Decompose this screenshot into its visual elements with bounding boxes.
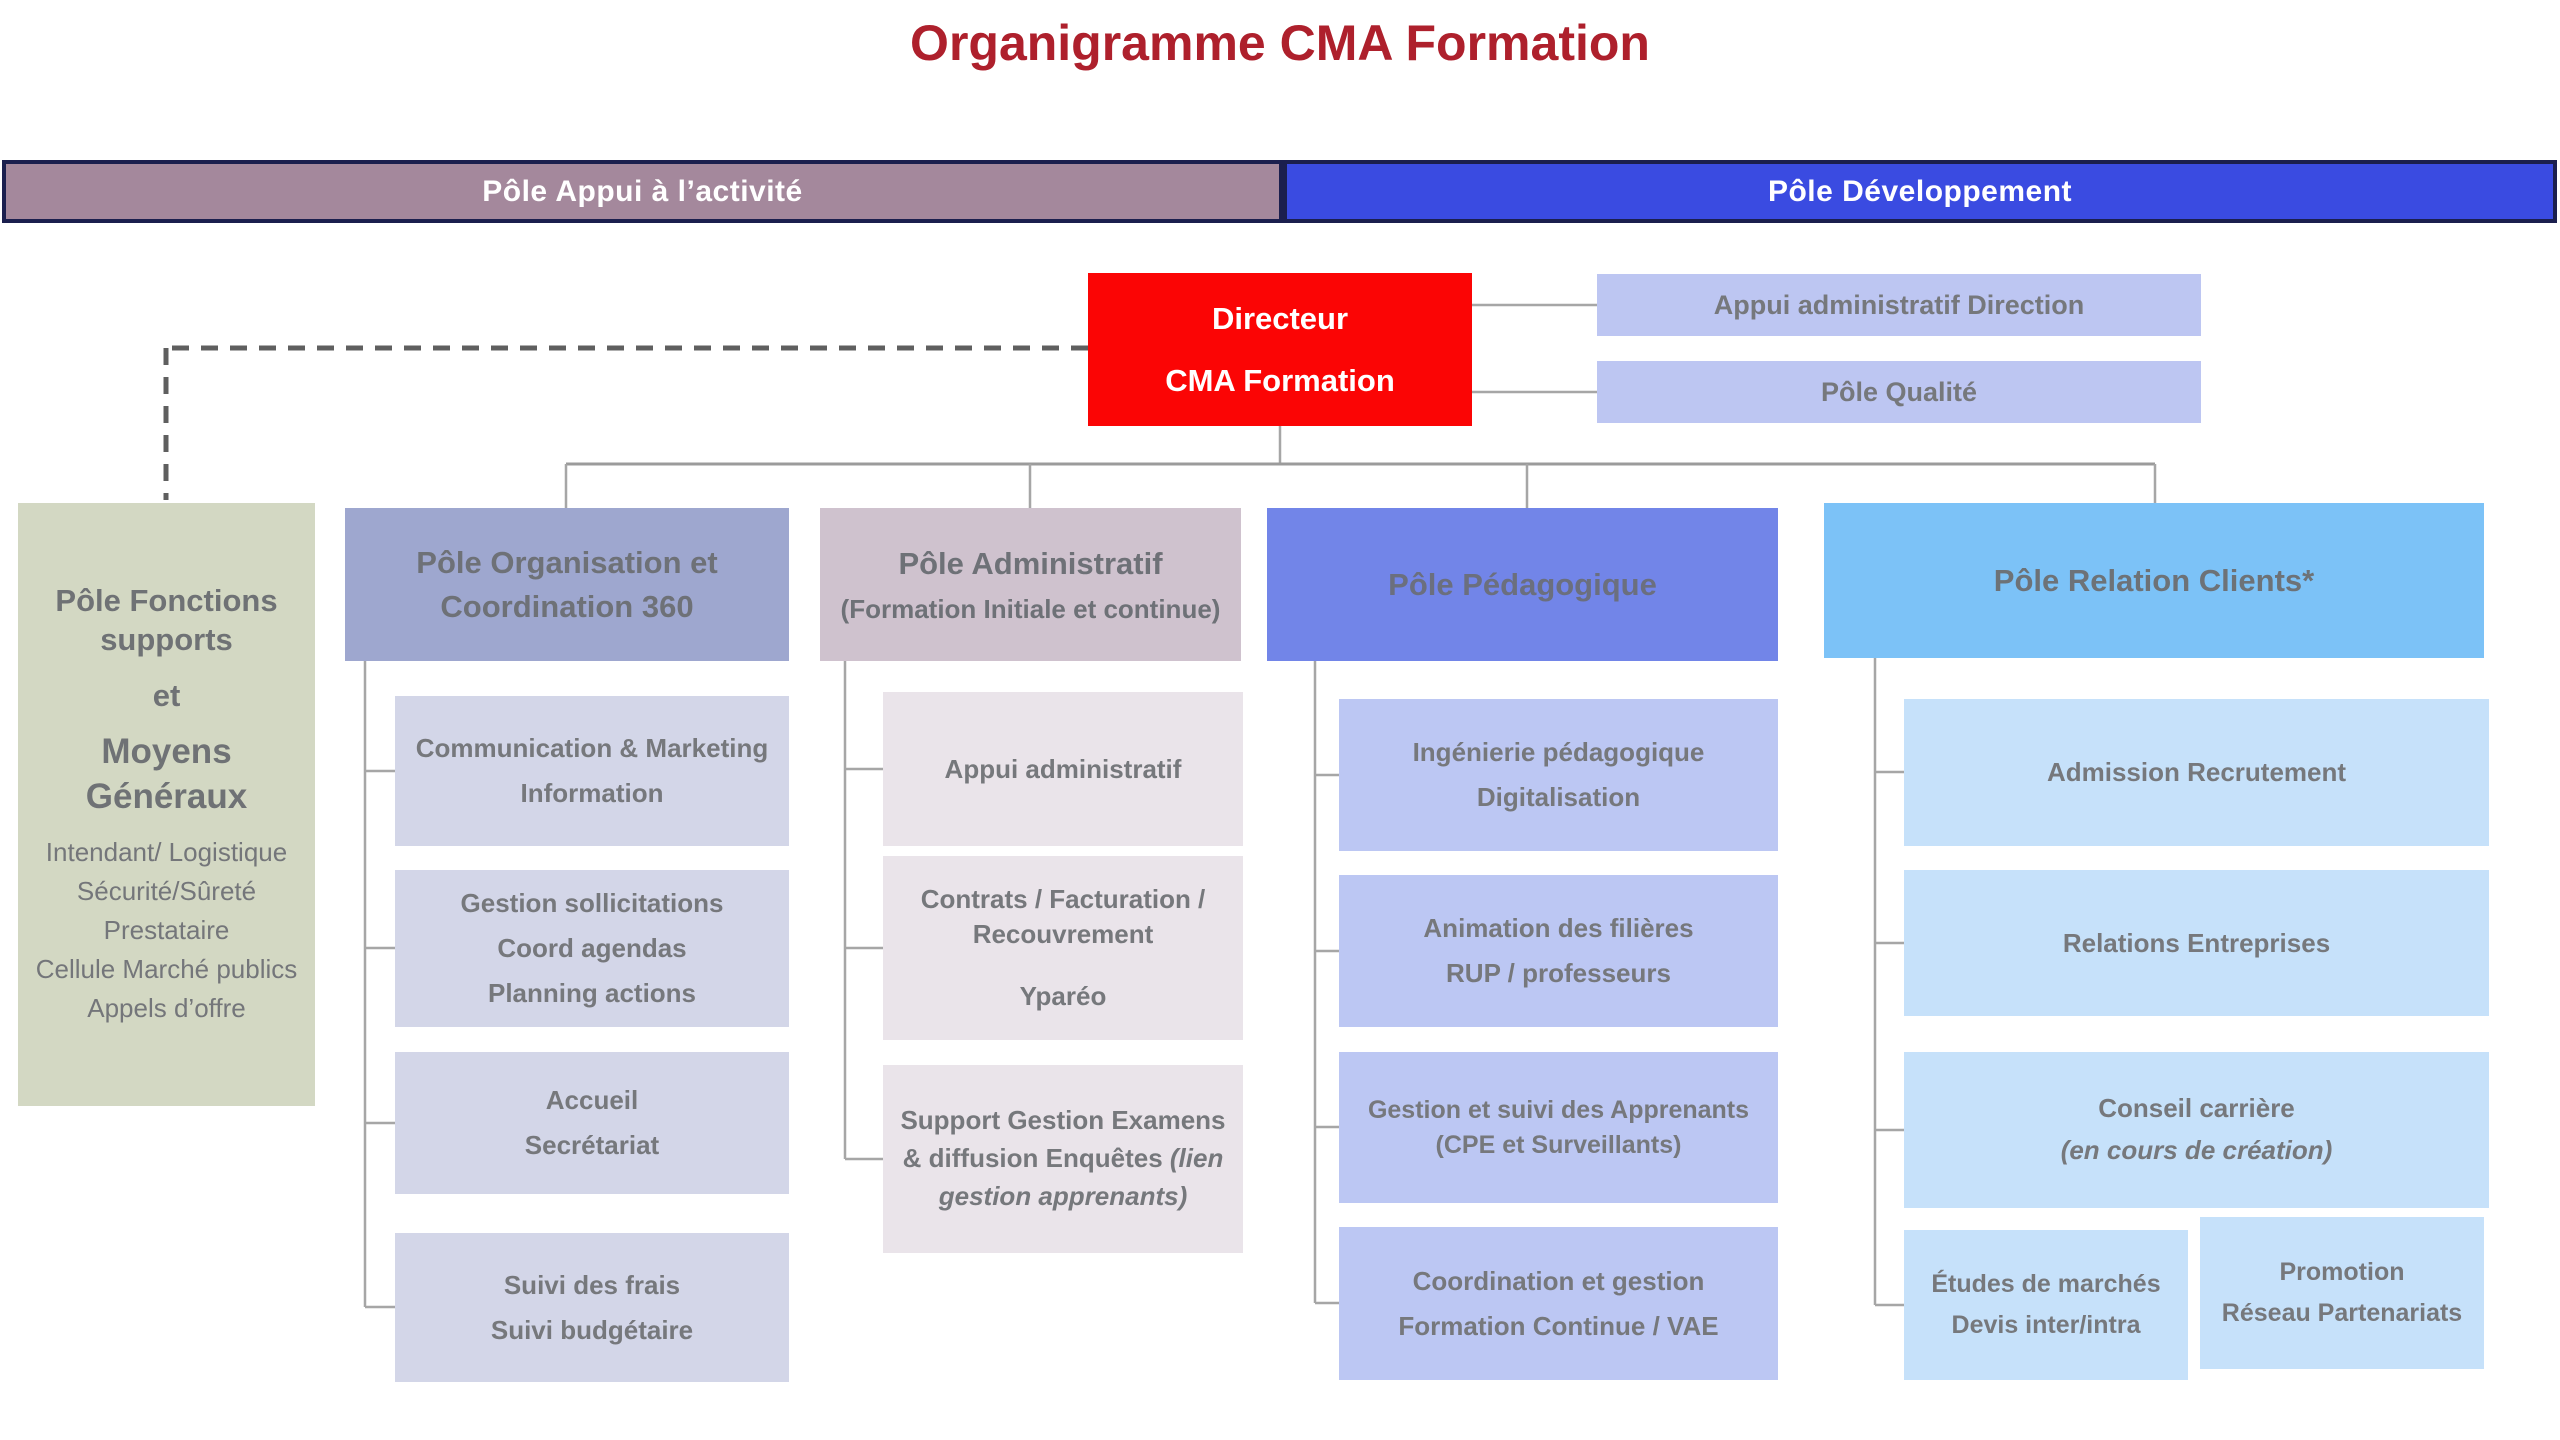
support-gestion-examens-box [883, 1065, 1243, 1253]
box-line: Ingénierie pédagogique [1412, 737, 1705, 768]
box-line: Réseau Partenariats [2221, 1299, 2463, 1327]
gestion-sollicitations-box [395, 870, 789, 1027]
box-line: Secrétariat [524, 1130, 660, 1160]
communication-marketing-box [395, 696, 789, 846]
box-line: Planning actions [487, 977, 697, 1008]
pole-title-line: Pôle Administratif [898, 545, 1163, 581]
support-subtitle: Moyens Généraux [85, 731, 248, 816]
coordination-fc-vae-box [1339, 1227, 1778, 1380]
box-line: Promotion [2279, 1257, 2405, 1286]
animation-filieres-box [1339, 875, 1778, 1027]
box-line: Appui administratif [944, 753, 1182, 784]
admission-recrutement-box [1904, 699, 2489, 846]
box-line [897, 1140, 1229, 1215]
support-detail: Intendant/ Logistique [45, 837, 288, 868]
pole-title-line: Pôle Relation Clients* [1993, 562, 2315, 598]
director-line: Directeur [1211, 301, 1349, 337]
relations-entreprises-box [1904, 870, 2489, 1016]
box-line-normal: & diffusion Enquêtes [902, 1143, 1163, 1174]
support-detail: Sécurité/Sûreté [76, 876, 257, 907]
support-detail: Cellule Marché publics [35, 954, 298, 985]
box-line: Gestion sollicitations [460, 888, 724, 919]
box-line: Yparéo [1019, 980, 1107, 1011]
pole-title-line: Pôle Pédagogique [1388, 566, 1657, 602]
box-line: Coordination et gestion [1412, 1265, 1705, 1296]
box-line: Recouvrement [972, 919, 1154, 950]
appui-administratif-box [883, 692, 1243, 846]
support-conjunction: et [152, 678, 181, 714]
banner-label: Pôle Développement [1767, 174, 2073, 208]
box-line: Conseil carrière [2098, 1093, 2295, 1124]
box-line: Digitalisation [1476, 782, 1641, 812]
box-line: Animation des filières [1423, 913, 1694, 944]
director-box [1088, 273, 1472, 426]
box-line: Formation Continue / VAE [1398, 1310, 1719, 1341]
accueil-secretariat-box [395, 1052, 789, 1194]
promotion-reseau-box [2200, 1217, 2484, 1369]
box-line: Contrats / Facturation / [920, 884, 1206, 915]
gestion-apprenants-box [1339, 1052, 1778, 1203]
unit-label: Pôle Qualité [1820, 376, 1978, 407]
suivi-frais-budgetaire-box [395, 1233, 789, 1382]
box-line-italic: (en cours de création) [2060, 1135, 2333, 1165]
support-detail: Appels d’offre [87, 993, 246, 1024]
pole-title-subline: (Formation Initiale et continue) [840, 594, 1221, 624]
pole-qualite-box [1597, 361, 2201, 423]
banner-label: Pôle Appui à l’activité [482, 174, 803, 208]
box-line: Information [520, 778, 664, 808]
pole-relation-clients-header [1824, 503, 2484, 658]
box-line: Devis inter/intra [1951, 1311, 2141, 1339]
box-line-italic: (lien gestion apprenants) [938, 1143, 1224, 1211]
box-line: Relations Entreprises [2062, 927, 2331, 958]
ingenierie-pedagogique-box [1339, 699, 1778, 851]
banner-pole-appui [2, 160, 1283, 223]
box-line: Gestion et suivi des Apprenants [1367, 1095, 1750, 1124]
box-line: (CPE et Surveillants) [1435, 1130, 1682, 1159]
pole-title-line: Pôle Organisation et [416, 545, 718, 581]
box-line: Support Gestion Examens [900, 1105, 1226, 1136]
unit-label: Appui administratif Direction [1713, 289, 2085, 320]
pole-pedagogique-header [1267, 508, 1778, 661]
box-line: Accueil [545, 1085, 639, 1116]
box-line: Admission Recrutement [2046, 757, 2347, 788]
contrats-facturation-box [883, 856, 1243, 1040]
support-detail: Prestataire [103, 915, 230, 946]
box-line: RUP / professeurs [1446, 958, 1671, 988]
conseil-carriere-box [1904, 1052, 2489, 1208]
pole-organisation-header [345, 508, 789, 661]
box-line: Suivi des frais [503, 1269, 681, 1300]
page-title: Organigramme CMA Formation [910, 15, 1650, 71]
appui-administratif-direction-box [1597, 274, 2201, 336]
pole-administratif-header [820, 508, 1241, 661]
pole-fonctions-supports-box [18, 503, 315, 1106]
box-line: Suivi budgétaire [490, 1314, 694, 1345]
support-title-line: Pôle Fonctions [55, 582, 278, 618]
etudes-marches-box [1904, 1230, 2188, 1380]
pole-title-line: Coordination 360 [440, 588, 694, 624]
box-line: Études de marchés [1931, 1269, 2161, 1298]
banner-pole-developpement [1283, 160, 2557, 223]
box-line: Coord agendas [497, 933, 687, 964]
box-line: Communication & Marketing [415, 733, 769, 764]
director-line: CMA Formation [1165, 362, 1395, 398]
support-title-line: supports [100, 622, 233, 658]
